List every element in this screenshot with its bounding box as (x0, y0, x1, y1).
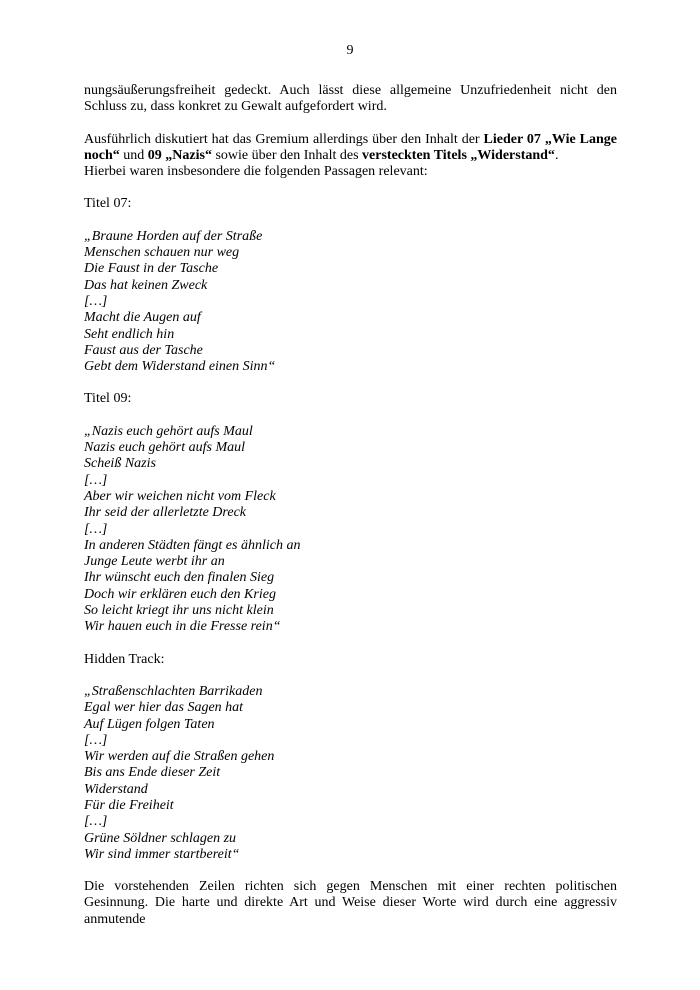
paragraph-gap (84, 180, 617, 196)
lyric-line: So leicht kriegt ihr uns nicht klein (84, 603, 274, 619)
lyric-line: […] (84, 293, 108, 309)
intro-paragraph: nungsäußerungsfreiheit gedeckt. Auch lässt diese allgemeine Unzufriedenheit nicht den Schluss zu, dass konkret zu Gewalt aufgefordert wird. (84, 83, 617, 115)
lyric-line: Macht die Augen auf (84, 310, 201, 326)
lyric-line: Aber wir weichen nicht vom Fleck (84, 488, 276, 504)
lyrics-block-hidden-track (84, 684, 617, 863)
discussion-text-1: Ausführlich diskutiert hat das Gremium allerdings über den Inhalt der (84, 131, 484, 147)
paragraph-gap (84, 213, 617, 229)
lyric-line: Menschen schauen nur weg (84, 245, 240, 261)
lyric-line: […] (84, 814, 108, 830)
lyric-line: […] (84, 732, 108, 748)
discussion-text-line2: Hierbei waren insbesondere die folgenden Passagen relevant: (84, 164, 428, 180)
section-label-titel-07: Titel 07: (84, 196, 132, 212)
lyric-line: Ihr seid der allerletzte Dreck (84, 505, 246, 521)
lyric-line: Nazis euch gehört aufs Maul (84, 440, 245, 456)
section-label-hidden-track: Hidden Track: (84, 651, 165, 667)
lyric-line: Die Faust in der Tasche (84, 261, 219, 277)
lyric-line: Grüne Söldner schlagen zu (84, 830, 237, 846)
lyric-line: Das hat keinen Zweck (84, 277, 208, 293)
paragraph-gap (84, 636, 617, 652)
lyric-line: Scheiß Nazis (84, 456, 156, 472)
lyric-line: Wir hauen euch in die Fresse rein“ (84, 619, 281, 635)
closing-paragraph: Die vorstehenden Zeilen richten sich gegen Menschen mit einer rechten politischen Gesinnung. Die harte und direkte Art und Weise dieser Worte wird durch eine aggressiv anmutende (84, 879, 617, 927)
paragraph-gap (84, 116, 617, 132)
lyric-line: […] (84, 521, 108, 537)
discussion-text-2: und (119, 147, 148, 163)
lyric-line: Seht endlich hin (84, 326, 175, 342)
lyric-line: Wir sind immer startbereit“ (84, 846, 240, 862)
discussion-text-4: . (554, 147, 559, 163)
lyric-line: Auf Lügen folgen Taten (84, 716, 215, 732)
lyric-line: […] (84, 472, 108, 488)
lyric-line: Gebt dem Widerstand einen Sinn“ (84, 359, 276, 375)
lyric-line: Ihr wünscht euch den finalen Sieg (84, 570, 275, 586)
lyric-line: „Straßenschlachten Barrikaden (84, 683, 263, 699)
lyrics-block-titel-07 (84, 229, 617, 376)
lyric-line: Bis ans Ende dieser Zeit (84, 765, 221, 781)
lyric-line: Für die Freiheit (84, 797, 174, 813)
hidden-track-title: versteckten Titels „Widerstand“ (362, 147, 555, 163)
discussion-text-3: sowie über den Inhalt des (211, 147, 363, 163)
page-content (84, 83, 617, 928)
song-09-title: 09 „Nazis“ (147, 147, 212, 163)
lyric-line: „Braune Horden auf der Straße (84, 228, 263, 244)
paragraph-gap (84, 668, 617, 684)
lyric-line: Egal wer hier das Sagen hat (84, 700, 244, 716)
paragraph-gap (84, 863, 617, 879)
page-number: 9 (346, 43, 354, 58)
section-label-titel-09: Titel 09: (84, 391, 132, 407)
lyric-line: In anderen Städten fängt es ähnlich an (84, 537, 301, 553)
lyric-line: Faust aus der Tasche (84, 342, 203, 358)
lyric-line: „Nazis euch gehört aufs Maul (84, 423, 253, 439)
lyric-line: Wir werden auf die Straßen gehen (84, 749, 275, 765)
song-07-title: Lieder 07 „Wie Lange noch“ (84, 131, 617, 163)
lyric-line: Junge Leute werbt ihr an (84, 554, 225, 570)
discussion-paragraph (84, 132, 617, 181)
lyric-line: Doch wir erklären euch den Krieg (84, 586, 276, 602)
paragraph-gap (84, 408, 617, 424)
paragraph-gap (84, 375, 617, 391)
lyric-line: Widerstand (84, 781, 148, 797)
lyrics-block-titel-09 (84, 424, 617, 636)
